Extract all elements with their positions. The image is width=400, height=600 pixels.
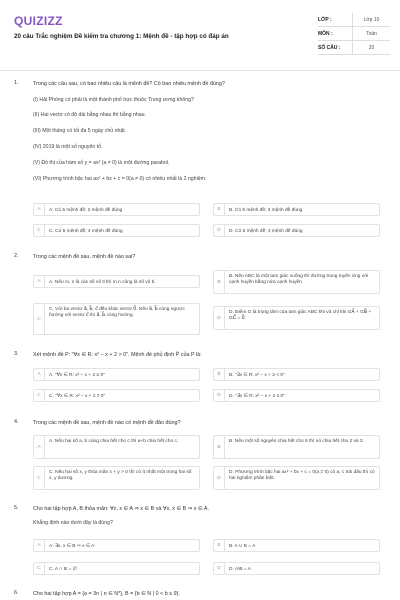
option-text: A. ∃x, x ∈ B ⇒ x ∈ A bbox=[49, 543, 95, 549]
header-divider bbox=[0, 70, 400, 71]
statement-line: (III) Một tháng có tối đa 5 ngày chủ nhật. bbox=[33, 128, 127, 134]
option-d[interactable] bbox=[213, 466, 380, 490]
option-letter: C bbox=[34, 225, 45, 236]
option-letter: A bbox=[34, 369, 45, 380]
question-text: Cho hai tập hợp A, B thỏa mãn: ∀x, x ∈ A ⇒ x ∈ B và ∀x, x ∈ B ⇒ x ∈ A. bbox=[33, 506, 209, 512]
option-a[interactable] bbox=[33, 435, 200, 459]
option-d[interactable] bbox=[213, 306, 380, 330]
meta-row-grade bbox=[318, 13, 390, 27]
option-text: C. Có 5 mệnh đề; 4 mệnh đề đúng bbox=[49, 228, 123, 234]
option-text: D. Phương trình bậc hai ax² + bx + c = 0(a ≠ 0) có a, c trái dấu thì có hai nghiệm phân biệt. bbox=[229, 469, 375, 481]
option-text: D. Có 6 mệnh đề; 3 mệnh đề đúng bbox=[229, 228, 303, 234]
option-letter: B bbox=[214, 204, 225, 215]
meta-label: MÔN : bbox=[318, 30, 333, 37]
question-text: Trong các mệnh đề sau, mệnh đề nào có mệnh đề đảo đúng? bbox=[33, 420, 181, 426]
option-text: C. "∀x ∈ R: x² − x + 2 ≠ 0" bbox=[49, 393, 106, 399]
option-a[interactable] bbox=[33, 368, 200, 381]
option-letter: C bbox=[34, 563, 45, 574]
option-letter: B bbox=[214, 271, 225, 293]
option-letter: D bbox=[214, 467, 225, 489]
option-c[interactable] bbox=[33, 466, 200, 490]
statement-line: (II) Hai vectơ có độ dài bằng nhau thì bằng nhau. bbox=[33, 112, 146, 118]
option-letter: D bbox=[214, 307, 225, 329]
meta-label: SỐ CÂU : bbox=[318, 44, 341, 51]
question-text: Trong các mệnh đề sau, mệnh đề nào sai? bbox=[33, 254, 136, 260]
option-letter: C bbox=[34, 390, 45, 401]
question-text: Trong các câu sau, có bao nhiêu câu là mệnh đề? Có bao nhiêu mệnh đề đúng? bbox=[33, 81, 225, 87]
option-text: D. "∃x ∈ R: x² − x + 2 ≤ 0" bbox=[229, 393, 285, 399]
meta-table bbox=[318, 13, 390, 55]
question-number: 3. bbox=[14, 351, 19, 357]
option-b[interactable] bbox=[213, 539, 380, 552]
option-b[interactable] bbox=[213, 368, 380, 381]
option-text: B. A ∪ B = A bbox=[229, 543, 256, 549]
question-text: Cho hai tập hợp A = {a = 3n | n ∈ N*}, B = {b ∈ N | 0 < b ≤ 9}. bbox=[33, 591, 180, 597]
question-text: Xét mệnh đề P: "∀x ∈ R: x² − x + 2 > 0". Mệnh đề phủ định P̄ của P là: bbox=[33, 352, 202, 358]
option-text: B. Nếu ABC là một tam giác vuông thì đường trung tuyến ứng với cạnh huyền bằng nửa cạnh huyền. bbox=[229, 273, 369, 285]
option-text: A. Nếu hai số a, b cùng chia hết cho c thì a+b chia hết cho c. bbox=[49, 438, 179, 444]
option-b[interactable] bbox=[213, 435, 380, 459]
option-text: B. Nếu một số nguyên chia hết cho 6 thì nó chia hết cho 2 và 3. bbox=[229, 438, 364, 444]
option-b[interactable] bbox=[213, 270, 380, 294]
option-c[interactable] bbox=[33, 562, 200, 575]
question-number: 2. bbox=[14, 253, 19, 259]
option-text: D. Điểm G là trọng tâm của tam giác ABC khi và chỉ khi GA⃗ + GB⃗ + GC⃗ = 0⃗ bbox=[229, 309, 372, 321]
meta-value: Toán bbox=[352, 27, 390, 40]
option-a[interactable] bbox=[33, 539, 200, 552]
meta-row-subject bbox=[318, 27, 390, 41]
option-c[interactable] bbox=[33, 303, 200, 335]
meta-value: 20 bbox=[352, 41, 390, 54]
statement-line: (IV) 2019 là một số nguyên tố. bbox=[33, 144, 103, 150]
option-letter: D bbox=[214, 390, 225, 401]
option-letter: A bbox=[34, 540, 45, 551]
question-subtext: Khẳng định nào dưới đây là đúng? bbox=[33, 520, 113, 526]
option-letter: C bbox=[34, 467, 45, 489]
worksheet-header bbox=[0, 0, 400, 64]
option-d[interactable] bbox=[213, 562, 380, 575]
option-text: A. Nếu m, n là các số vô tỉ thì m.n cũng là số vô tỉ. bbox=[49, 279, 156, 285]
meta-row-count bbox=[318, 41, 390, 55]
option-letter: C bbox=[34, 304, 45, 334]
quizizz-logo: QUIZIZZ bbox=[14, 14, 63, 28]
option-letter: A bbox=[34, 276, 45, 287]
statement-line: (VI) Phương trình bậc hai ax² + bx + c = 0(a ≠ 0) có nhiều nhất là 2 nghiệm. bbox=[33, 176, 207, 182]
option-letter: D bbox=[214, 225, 225, 236]
option-d[interactable] bbox=[213, 389, 380, 402]
statement-line: (V) Đồ thị của hàm số y = ax² (a ≠ 0) là một đường parabol. bbox=[33, 160, 170, 166]
option-letter: B bbox=[214, 369, 225, 380]
statement-line: (I) Hải Phòng có phải là một thành phố trực thuộc Trung ương không? bbox=[33, 97, 194, 103]
option-text: A. "∀x ∈ R: x² − x + 2 ≤ 0" bbox=[49, 372, 105, 378]
option-letter: B bbox=[214, 540, 225, 551]
option-letter: A bbox=[34, 436, 45, 458]
option-letter: A bbox=[34, 204, 45, 215]
question-number: 5. bbox=[14, 505, 19, 511]
option-text: C. Nếu hai số x, y thỏa mãn x + y > 0 thì có ít nhất một trong hai số x, y dương. bbox=[49, 469, 192, 481]
question-number: 4. bbox=[14, 419, 19, 425]
option-a[interactable] bbox=[33, 275, 200, 288]
option-text: A. Có 5 mệnh đề; 2 mệnh đề đúng bbox=[49, 207, 123, 213]
meta-label: LỚP : bbox=[318, 16, 332, 23]
option-text: B. "∃x ∈ R: x² − x + 2 < 0" bbox=[229, 372, 285, 378]
option-a[interactable] bbox=[33, 203, 200, 216]
option-text: C. A ∩ B = ∅ bbox=[49, 566, 77, 572]
meta-value: Lớp 10 bbox=[352, 13, 390, 26]
option-c[interactable] bbox=[33, 224, 200, 237]
option-text: C. Với ba vectơ a⃗, b⃗, c⃗ đều khác vectơ 0⃗. Nếu a⃗, b⃗ cùng ngược hướng với vectơ c⃗ thì a⃗, b⃗ cùng hướng. bbox=[49, 306, 185, 318]
option-letter: B bbox=[214, 436, 225, 458]
question-number: 1. bbox=[14, 80, 19, 86]
question-number: 6. bbox=[14, 590, 19, 596]
worksheet-title: 20 câu Trắc nghiệm Đề kiểm tra chương 1: Mệnh đề - tập hợp có đáp án bbox=[14, 33, 229, 40]
option-c[interactable] bbox=[33, 389, 200, 402]
option-d[interactable] bbox=[213, 224, 380, 237]
option-text: D. A\B = A bbox=[229, 566, 251, 572]
option-b[interactable] bbox=[213, 203, 380, 216]
option-letter: D bbox=[214, 563, 225, 574]
option-text: B. Có 5 mệnh đề; 3 mệnh đề đúng bbox=[229, 207, 303, 213]
